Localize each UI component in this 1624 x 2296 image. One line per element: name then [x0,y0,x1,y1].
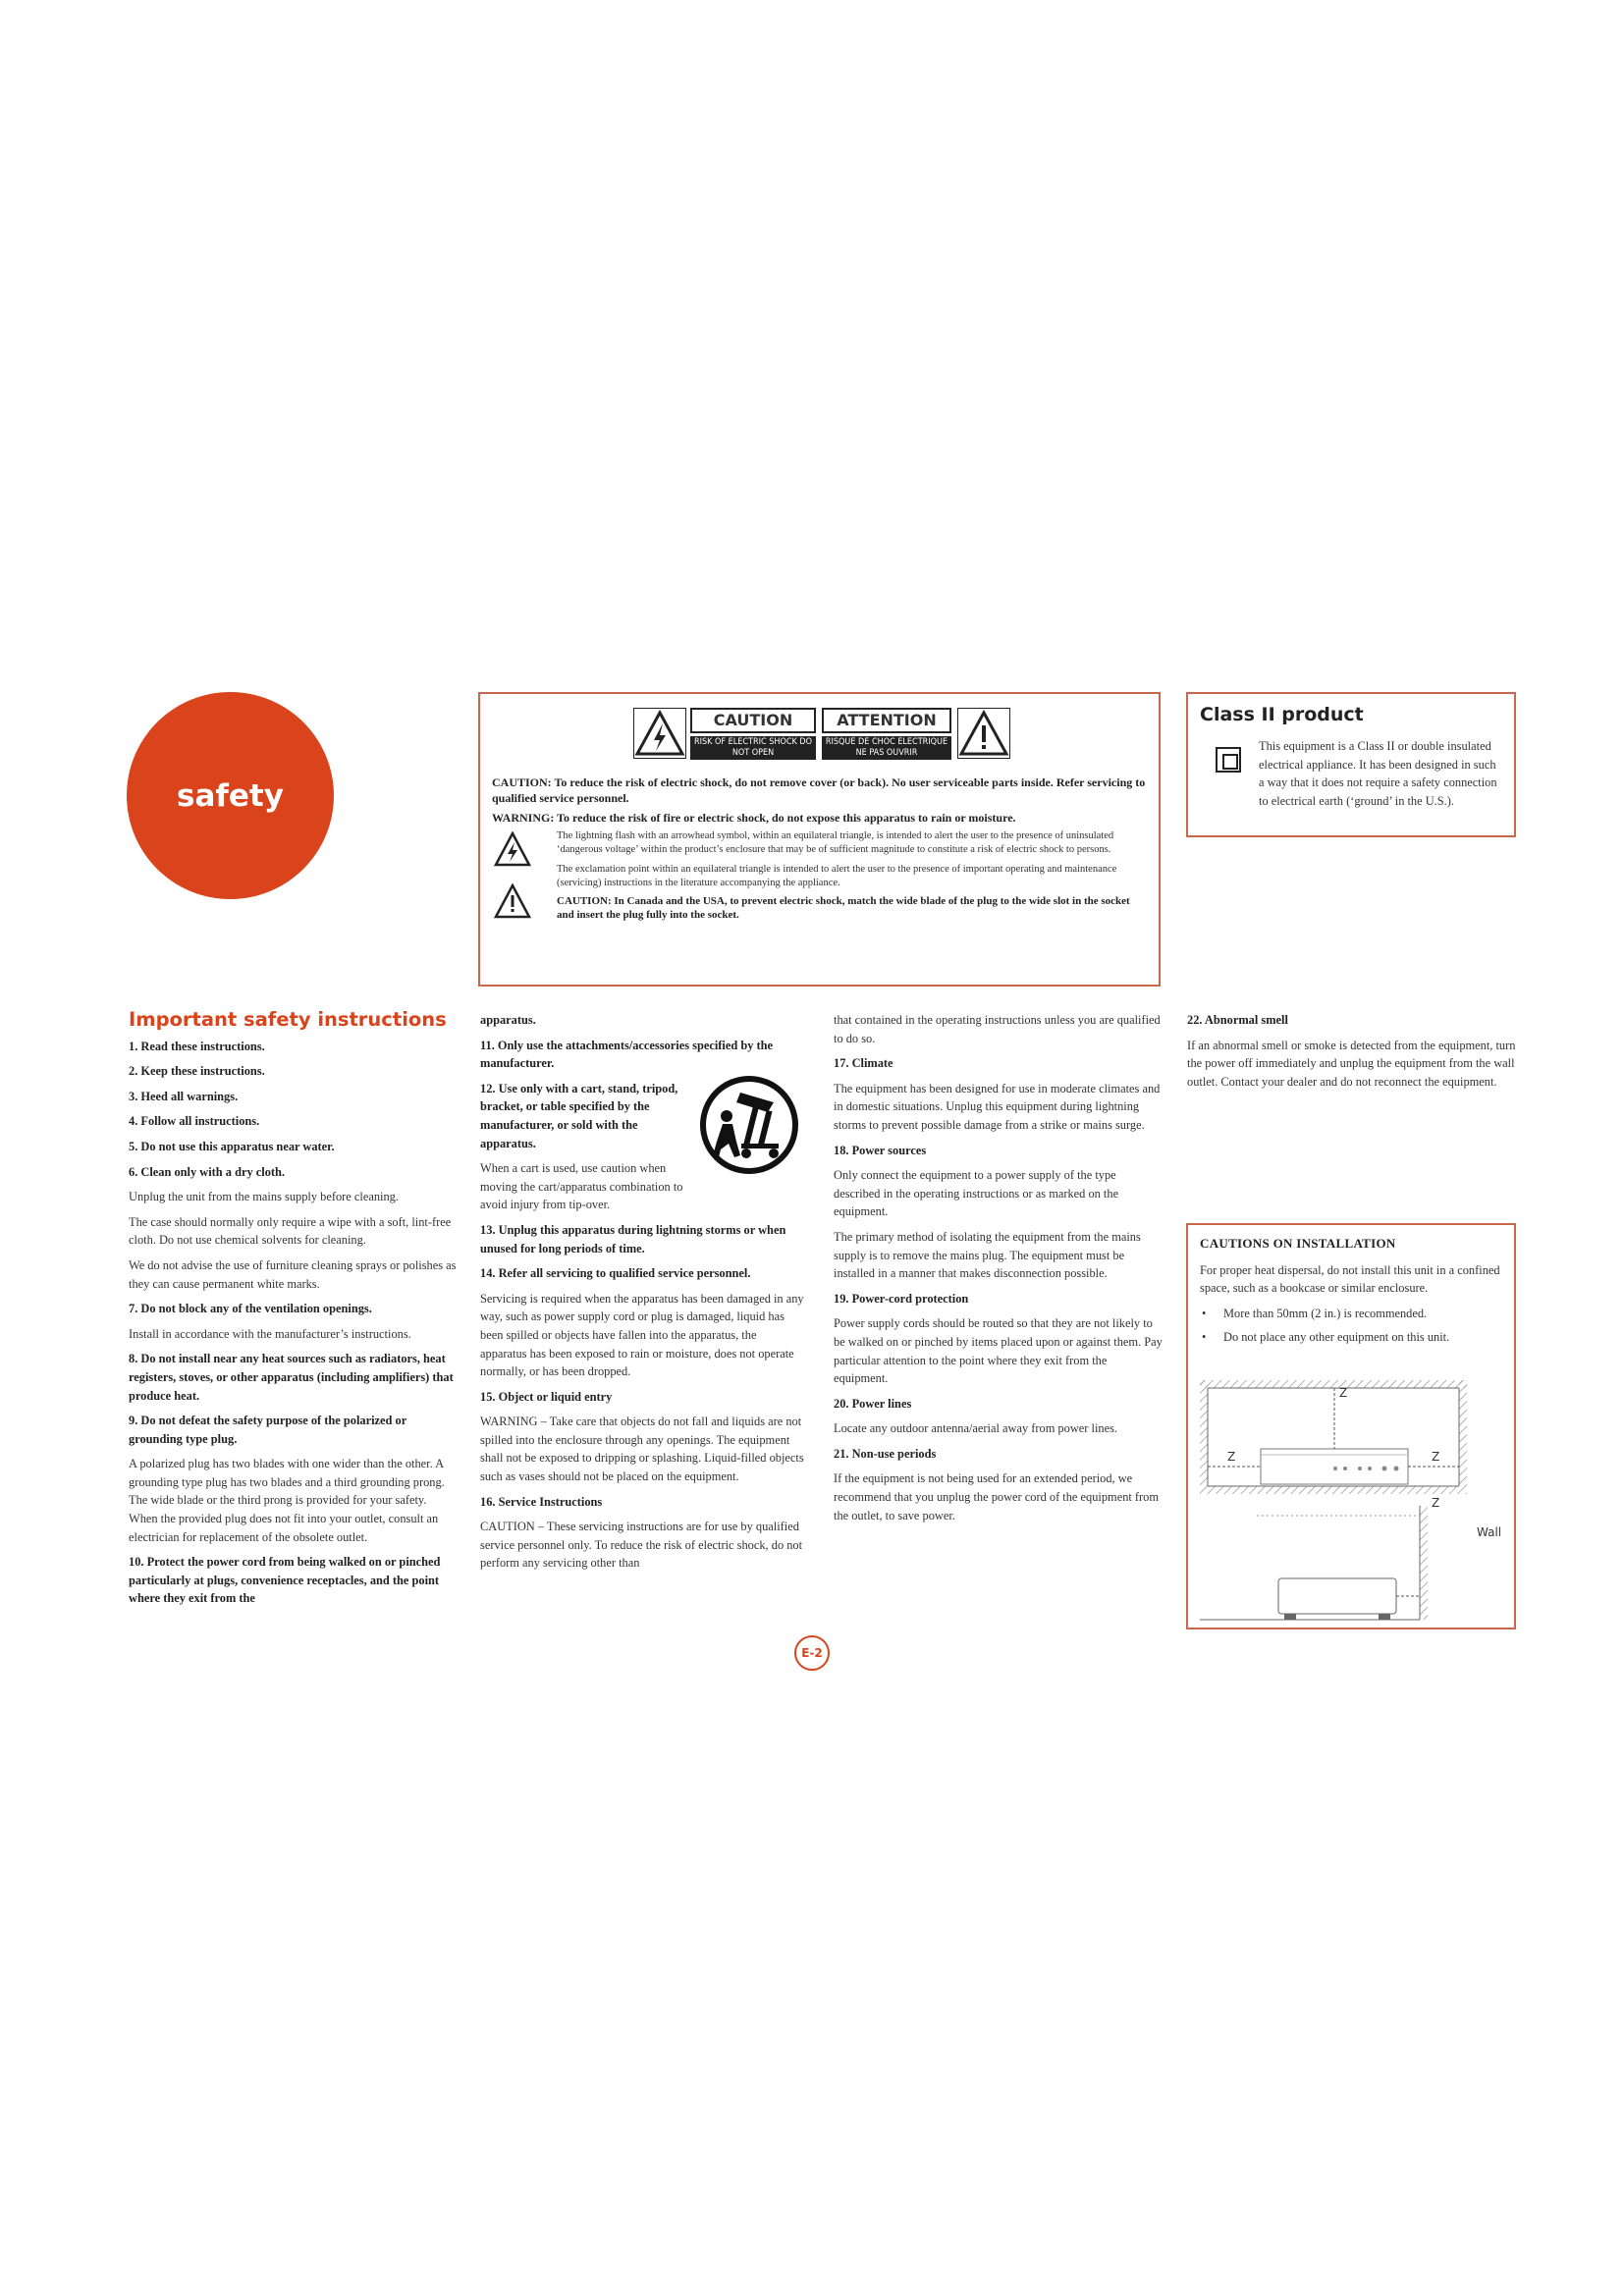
installation-box [1186,1223,1516,1629]
instruction-22-text: If an abnormal smell or smoke is detected from the equipment, turn the power off immediately and unplug the equipment from the wall outlet. Contact your dealer and do not reconnect the equipment. [1187,1038,1516,1089]
attention-subtext: RISQUE DE CHOC ELECTRIQUE NE PAS OUVRIR [822,736,951,760]
instruction-18: 18. Power sources [834,1143,927,1157]
page-number [794,1635,830,1671]
instruction-9-text: A polarized plug has two blades with one wider than the other. A grounding type plug has two blades and a third grounding prong. The wide blade or the third prong is provided for your safety. When the provided plug does not fit into your outlet, consult an electrician for replacement of the obsolete outlet. [129,1457,445,1544]
instruction-7: 7. Do not block any of the ventilation openings. [129,1302,372,1316]
instruction-21: 21. Non-use periods [834,1446,937,1461]
instructions-heading: Important safety instructions [129,1008,447,1031]
attention-label: ATTENTION [822,708,951,733]
instruction-16: 16. Service Instructions [480,1494,603,1509]
instruction-3: 3. Heed all warnings. [129,1089,239,1103]
z-label-top: Z [1339,1386,1348,1400]
z-label-right: Z [1432,1450,1440,1464]
caution-subtext: RISK OF ELECTRIC SHOCK DO NOT OPEN [690,736,816,760]
instruction-12: 12. Use only with a cart, stand, tripod, bracket, or table specified by the manufacturer, or sold with the apparatus. [480,1081,678,1150]
instruction-20-text: Locate any outdoor antenna/aerial away from power lines. [834,1421,1117,1436]
instruction-16-continued: that contained in the operating instructions unless you are qualified to do so. [834,1013,1161,1045]
warning-text: WARNING: To reduce the risk of fire or electric shock, do not expose this apparatus to rain or moisture. [492,811,1016,825]
instruction-13: 13. Unplug this apparatus during lightning storms or when unused for long periods of time. [480,1222,786,1255]
instruction-10: 10. Protect the power cord from being walked on or pinched particularly at plugs, convenience receptacles, and the point where they exit from the [129,1555,441,1606]
instruction-21-text: If the equipment is not being used for an extended period, we recommend that you unplug the power cord of the equipment from the outlet, to save power. [834,1471,1160,1522]
lightning-text: The lightning flash with an arrowhead symbol, within an equilateral triangle, is intended to alert the user to the presence of uninsulated ‘dangerous voltage’ within the product’s enclosure that may be of sufficient magnitude to constitute a risk of electric shock to persons. [557,830,1114,855]
double-square-icon [1216,747,1241,773]
instruction-16-text: CAUTION – These servicing instructions are for use by qualified service personnel only. To reduce the risk of electric shock, do not perform any servicing other than [480,1520,803,1571]
instruction-15-text: WARNING – Take care that objects do not fall and liquids are not spilled into the enclosure through any openings. The equipment shall not be exposed to dripping or splashing. Liquid-filled objects such as vases should not be placed on the equipment. [480,1415,804,1484]
instructions-column-4 [1187,1011,1519,1097]
lightning-warning-icon [633,708,686,759]
instruction-22: 22. Abnormal smell [1187,1013,1288,1027]
safety-badge-label: safety [177,777,284,814]
wall-label: Wall [1477,1525,1502,1539]
class-ii-box [1186,692,1516,837]
instruction-9: 9. Do not defeat the safety purpose of the polarized or grounding type plug. [129,1414,406,1446]
instruction-6: 6. Clean only with a dry cloth. [129,1164,286,1179]
instructions-column-3 [834,1011,1164,1531]
instruction-15: 15. Object or liquid entry [480,1389,613,1404]
warning-header [633,708,1026,765]
class-ii-text: This equipment is a Class II or double insulated electrical appliance. It has been designed in such a way that it does not require a safety connection to electrical earth (‘ground’ in the U.S.). [1259,739,1497,808]
instruction-6-text-b: The case should normally only require a wipe with a soft, lint-free cloth. Do not use chemical solvents for cleaning. [129,1214,452,1248]
instruction-5: 5. Do not use this apparatus near water. [129,1139,335,1153]
instruction-19-text: Power supply cords should be routed so that they are not likely to be walked on or pinched by items placed upon or against them. Pay particular attention to the point where they exit from the equipment. [834,1316,1163,1386]
instruction-17: 17. Climate [834,1056,893,1071]
instruction-11: 11. Only use the attachments/accessories specified by the manufacturer. [480,1038,774,1071]
instruction-7-text: Install in accordance with the manufacturer’s instructions. [129,1326,411,1341]
exclamation-triangle-icon [494,883,531,919]
z-label-left: Z [1227,1450,1236,1464]
instruction-2: 2. Keep these instructions. [129,1064,265,1079]
caution-label: CAUTION [690,708,816,733]
installation-text: For proper heat dispersal, do not install this unit in a confined space, such as a bookcase or similar enclosure. [1200,1262,1500,1296]
exclamation-warning-icon [957,708,1010,759]
warning-box [478,692,1161,987]
instruction-14: 14. Refer all servicing to qualified service personnel. [480,1266,751,1281]
instruction-10-continued: apparatus. [480,1013,536,1027]
instructions-column-1 [129,1008,457,1615]
caution-text: CAUTION: To reduce the risk of electric shock, do not remove cover (or back). No user serviceable parts inside. Refer servicing to qualified service personnel. [492,775,1146,805]
instruction-6-text-c: We do not advise the use of furniture cleaning sprays or polishes as they can cause permanent white marks. [129,1257,457,1291]
instruction-19: 19. Power-cord protection [834,1291,969,1306]
instruction-12-text: When a cart is used, use caution when moving the cart/apparatus combination to avoid injury from tip-over. [480,1161,683,1212]
instruction-6-text-a: Unplug the unit from the mains supply before cleaning. [129,1190,399,1204]
instruction-4: 4. Follow all instructions. [129,1114,260,1129]
page-number-label: E-2 [801,1646,823,1660]
z-label-wall: Z [1432,1496,1440,1510]
instruction-20: 20. Power lines [834,1396,912,1411]
instruction-1: 1. Read these instructions. [129,1039,265,1053]
instruction-18-text-b: The primary method of isolating the equipment from the mains supply is to remove the mains plug. The equipment must be installed in a manner that makes disconnection possible. [834,1229,1141,1281]
instruction-8: 8. Do not install near any heat sources such as radiators, heat registers, stoves, or other apparatus (including amplifiers) that produce heat. [129,1352,454,1403]
cart-tipover-icon [697,1073,801,1177]
exclamation-text: The exclamation point within an equilateral triangle is intended to alert the user to the presence of important operating and maintenance (servicing) instructions in the literature accompanying the appliance. [557,864,1117,888]
canada-caution-text: CAUTION: In Canada and the USA, to prevent electric shock, match the wide blade of the plug to the wide slot in the socket and insert the plug fully into the socket. [557,895,1130,921]
installation-bullet-1: • More than 50mm (2 in.) is recommended. [1200,1305,1506,1323]
safety-badge [127,692,334,899]
instruction-14-text: Servicing is required when the apparatus has been damaged in any way, such as power supply cord or plug is damaged, liquid has been spilled or objects have fallen into the apparatus, the apparatus has been exposed to rain or moisture, does not operate normally, or has been dropped. [480,1291,804,1379]
installation-bullet-2: • Do not place any other equipment on this unit. [1200,1328,1506,1347]
installation-title: CAUTIONS ON INSTALLATION [1200,1236,1396,1251]
clearance-diagram [1198,1378,1508,1624]
instruction-17-text: The equipment has been designed for use in moderate climates and in domestic situations. Unplug this equipment during lightning storms to prevent possible damage from a strike or mains surge. [834,1081,1161,1132]
lightning-triangle-icon [494,831,531,867]
instruction-18-text-a: Only connect the equipment to a power supply of the type described in the operating instructions or as marked on the equipment. [834,1168,1119,1219]
class-ii-title: Class II product [1200,704,1364,725]
